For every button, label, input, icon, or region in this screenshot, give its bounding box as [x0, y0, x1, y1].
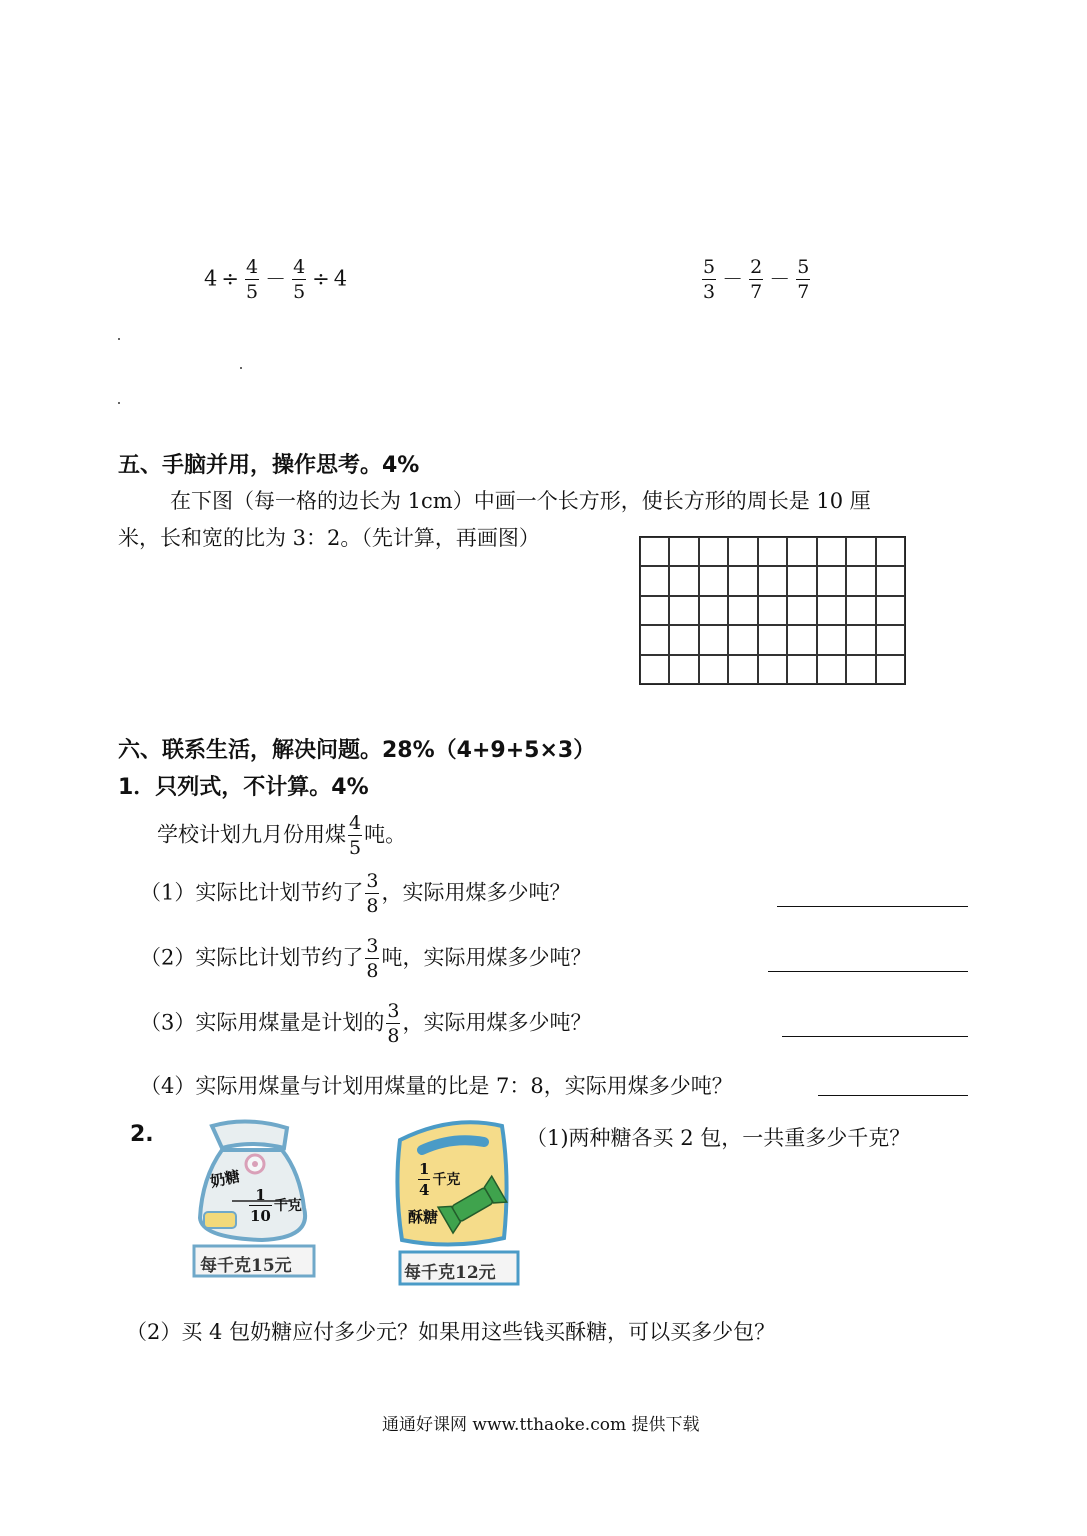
grid-cell[interactable] — [787, 537, 816, 566]
q2-sub-question-1: （1)两种糖各买 2 包，一共重多少千克？ — [526, 1126, 911, 1150]
answer-line-3[interactable] — [782, 1036, 968, 1037]
grid-cell[interactable] — [699, 537, 728, 566]
expr-operator: ÷ — [312, 266, 330, 291]
fraction-numerator: 4 — [349, 812, 362, 834]
fraction-denominator: 3 — [703, 281, 716, 303]
scan-speck — [240, 367, 242, 369]
fraction-denominator: 7 — [750, 281, 763, 303]
crisp-candy-bag-illustration — [392, 1118, 522, 1290]
grid-cell[interactable] — [787, 596, 816, 625]
grid-cell[interactable] — [758, 566, 787, 595]
calc-expression-2 — [700, 258, 812, 302]
fraction — [365, 872, 379, 916]
grid-cell[interactable] — [846, 655, 875, 684]
milk-candy-bag-illustration — [192, 1118, 322, 1283]
grid-cell[interactable] — [728, 596, 757, 625]
milk-candy-weight — [247, 1188, 302, 1224]
grid-cell[interactable] — [640, 625, 669, 654]
crisp-candy-label: 酥糖 — [408, 1208, 439, 1226]
fraction-numerator: 3 — [366, 870, 379, 892]
fraction-numerator: 4 — [245, 256, 259, 278]
fraction — [249, 1188, 272, 1224]
grid-cell[interactable] — [817, 566, 846, 595]
fraction — [245, 258, 259, 302]
drawing-grid[interactable] — [639, 536, 906, 685]
grid-cell[interactable] — [669, 625, 698, 654]
grid-cell[interactable] — [758, 596, 787, 625]
section-6-heading: 六、联系生活，解决问题。28%（4+9+5×3） — [118, 738, 596, 763]
grid-cell[interactable] — [640, 537, 669, 566]
grid-cell[interactable] — [846, 566, 875, 595]
grid-cell[interactable] — [728, 655, 757, 684]
fraction-denominator: 5 — [349, 837, 362, 859]
q2-sub-question-2: （2）买 4 包奶糖应付多少元？如果用这些钱买酥糖，可以买多少包？ — [126, 1320, 776, 1344]
crisp-candy-weight — [416, 1162, 460, 1198]
fraction-numerator: 1 — [249, 1188, 272, 1206]
fraction-numerator: 3 — [366, 935, 379, 957]
answer-line-4[interactable] — [818, 1095, 968, 1096]
fraction-denominator: 7 — [797, 281, 810, 303]
grid-cell[interactable] — [699, 655, 728, 684]
fraction-denominator: 10 — [250, 1207, 271, 1225]
grid-cell[interactable] — [787, 655, 816, 684]
grid-cell[interactable] — [640, 596, 669, 625]
answer-line-2[interactable] — [768, 971, 968, 972]
page-footer: 通通好课网 www.tthaoke.com 提供下载 — [382, 1415, 700, 1435]
fraction-numerator: 5 — [703, 256, 716, 278]
grid-cell[interactable] — [846, 537, 875, 566]
fraction-numerator: 1 — [419, 1160, 430, 1178]
grid-cell[interactable] — [758, 625, 787, 654]
fraction-denominator: 5 — [293, 281, 306, 303]
grid-cell[interactable] — [699, 566, 728, 595]
scan-speck — [118, 402, 120, 404]
weight-unit: 千克 — [432, 1172, 461, 1188]
q2-number: 2. — [130, 1122, 154, 1147]
grid-cell[interactable] — [787, 625, 816, 654]
fraction-denominator: 8 — [366, 960, 379, 982]
grid-cell[interactable] — [876, 537, 905, 566]
fraction-denominator: 4 — [419, 1181, 430, 1199]
q1-title: 1．只列式，不计算。4% — [118, 775, 369, 800]
fraction-numerator: 3 — [387, 1000, 400, 1022]
grid-cell[interactable] — [669, 655, 698, 684]
expr-operator: ÷ — [221, 266, 239, 291]
expr-operator: － — [722, 266, 744, 291]
expr-number: 4 — [333, 266, 348, 291]
grid-cell[interactable] — [728, 537, 757, 566]
grid-cell[interactable] — [758, 655, 787, 684]
fraction-numerator: 4 — [293, 256, 306, 278]
fraction — [292, 258, 306, 302]
grid-cell[interactable] — [846, 596, 875, 625]
grid-cell[interactable] — [669, 566, 698, 595]
q1-item-text: （1）实际比计划节约了 — [140, 880, 364, 905]
grid-cell[interactable] — [728, 625, 757, 654]
grid-cell[interactable] — [669, 596, 698, 625]
grid-cell[interactable] — [669, 537, 698, 566]
fraction-numerator: 2 — [750, 256, 763, 278]
calc-expression-1 — [204, 258, 347, 302]
answer-line-1[interactable] — [777, 906, 968, 907]
expr-operator: － — [265, 266, 287, 291]
crisp-candy-price-tag: 每千克12元 — [404, 1263, 496, 1283]
grid-cell[interactable] — [640, 655, 669, 684]
q1-item-text: 吨，实际用煤多少吨？ — [381, 945, 592, 970]
grid-cell[interactable] — [817, 596, 846, 625]
fraction-numerator: 5 — [797, 256, 810, 278]
fraction-denominator: 5 — [245, 281, 259, 303]
q1-stem-text: 吨。 — [364, 822, 407, 847]
q1-item-2 — [140, 937, 591, 981]
grid-cell[interactable] — [699, 625, 728, 654]
grid-cell[interactable] — [876, 566, 905, 595]
section-5-text-line-2: 米，长和宽的比为 3：2。（先计算，再画图） — [118, 526, 540, 550]
expr-number: 4 — [204, 266, 218, 291]
grid-cell[interactable] — [846, 625, 875, 654]
grid-cell[interactable] — [817, 655, 846, 684]
fraction — [348, 814, 362, 858]
grid-cell[interactable] — [787, 566, 816, 595]
fraction — [796, 258, 810, 302]
grid-cell[interactable] — [817, 625, 846, 654]
section-5-heading: 五、手脑并用，操作思考。4% — [118, 453, 420, 478]
q1-item-text: （3）实际用煤量是计划的 — [140, 1010, 385, 1035]
q1-item-text: （2）实际比计划节约了 — [140, 945, 364, 970]
milk-candy-label: 奶糖 — [208, 1167, 242, 1191]
expr-operator: － — [769, 266, 791, 291]
scan-speck — [118, 338, 120, 340]
grid-cell[interactable] — [640, 566, 669, 595]
fraction — [749, 258, 763, 302]
section-5-text-line-1: 在下图（每一格的边长为 1cm）中画一个长方形，使长方形的周长是 10 厘 — [170, 489, 871, 513]
q1-item-text: ，实际用煤多少吨？ — [381, 880, 571, 905]
weight-unit: 千克 — [273, 1198, 302, 1214]
grid-cell[interactable] — [876, 655, 905, 684]
grid-cell[interactable] — [758, 537, 787, 566]
fraction-denominator: 8 — [387, 1025, 400, 1047]
q1-stem-text: 学校计划九月份用煤 — [157, 822, 346, 847]
q1-item-text: ，实际用煤多少吨？ — [402, 1010, 592, 1035]
q1-item-1 — [140, 872, 570, 916]
q1-stem — [157, 814, 406, 858]
fraction-denominator: 8 — [366, 895, 379, 917]
fraction — [365, 937, 379, 981]
q1-item-4: （4）实际用煤量与计划用煤量的比是 7：8，实际用煤多少吨？ — [140, 1074, 733, 1098]
grid-cell[interactable] — [876, 625, 905, 654]
q1-item-3 — [140, 1002, 591, 1046]
grid-cell[interactable] — [728, 566, 757, 595]
milk-candy-price-tag: 每千克15元 — [200, 1256, 292, 1276]
fraction — [418, 1162, 430, 1198]
grid-cell[interactable] — [876, 596, 905, 625]
fraction — [702, 258, 716, 302]
fraction — [386, 1002, 400, 1046]
grid-cell[interactable] — [817, 537, 846, 566]
grid-cell[interactable] — [699, 596, 728, 625]
